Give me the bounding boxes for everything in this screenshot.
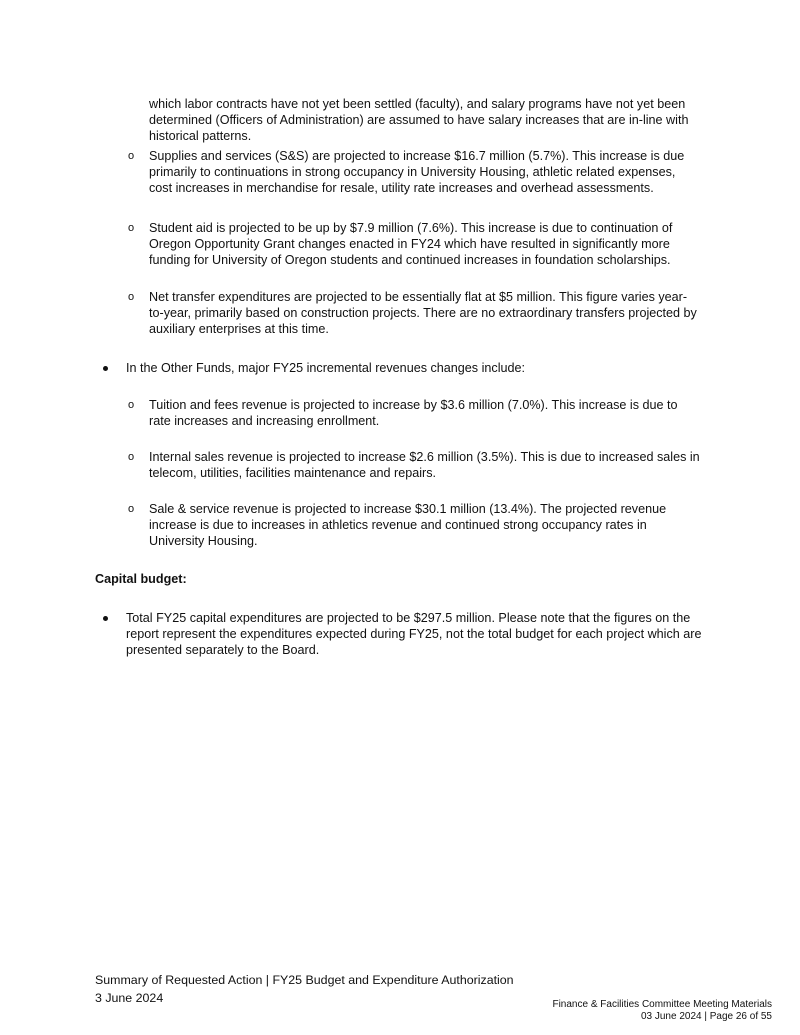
sub-bullet-text: Tuition and fees revenue is projected to increase by $3.6 million (7.0%). This increase is due to rate increases and increasing enrollment. <box>149 398 678 428</box>
footer-page-line: 03 June 2024 | Page 26 of 55 <box>640 1011 772 1022</box>
sub-bullet-item <box>128 501 701 549</box>
hollow-circle-bullet-icon: o <box>128 291 135 303</box>
hollow-circle-bullet-icon: o <box>128 503 135 515</box>
sub-bullet-text: Sale & service revenue is projected to increase $30.1 million (13.4%). The projected revenue increase is due to increases in athletics revenue and continued strong occupancy rates in University Housing. <box>149 502 667 548</box>
hollow-circle-bullet-icon: o <box>128 150 135 162</box>
sub-bullet-item <box>128 397 701 429</box>
bullet-item-other-funds <box>126 360 701 376</box>
hollow-circle-bullet-icon: o <box>128 222 135 234</box>
footer-date-line: 3 June 2024 <box>95 991 164 1005</box>
capital-budget-heading: Capital budget: <box>95 572 187 586</box>
bullet-item-capital <box>126 610 716 658</box>
hollow-circle-bullet-icon: o <box>128 451 135 463</box>
sub-bullet-item <box>128 449 701 481</box>
filled-circle-bullet-icon <box>103 366 108 371</box>
sub-bullet-item <box>128 148 701 196</box>
bullet-text: In the Other Funds, major FY25 incremental revenues changes include: <box>126 361 526 375</box>
hollow-circle-bullet-icon: o <box>128 399 135 411</box>
footer-summary-line: Summary of Requested Action | FY25 Budget and Expenditure Authorization <box>95 973 514 987</box>
filled-circle-bullet-icon <box>103 616 108 621</box>
sub-bullet-item <box>128 289 701 337</box>
footer-materials-line: Finance & Facilities Committee Meeting Materials <box>552 999 772 1010</box>
sub-bullet-item <box>128 220 701 268</box>
sub-bullet-text: Student aid is projected to be up by $7.9 million (7.6%). This increase is due to continuation of Oregon Opportunity Grant changes enacted in FY24 which have resulted in significantly more funding for University of Oregon students and continued increases in foundation scholarships. <box>149 221 673 267</box>
sub-bullet-text: Supplies and services (S&S) are projected to increase $16.7 million (5.7%). This increase is due primarily to continuations in strong occupancy in University Housing, athletic related expenses, cost increases in merchandise for resale, utility rate increases and overhead assessments. <box>149 149 685 195</box>
bullet-text: Total FY25 capital expenditures are projected to be $297.5 million. Please note that the figures on the report represent the expenditures expected during FY25, not the total budget for each project which are presented separately to the Board. <box>126 611 702 657</box>
continuation-paragraph: which labor contracts have not yet been settled (faculty), and salary programs have not yet been determined (Officers of Administration) are assumed to have salary increases that are in-line with historical patterns. <box>149 97 689 143</box>
sub-bullet-text: Net transfer expenditures are projected to be essentially flat at $5 million. This figure varies year-to-year, primarily based on construction projects. There are no extraordinary transfers projected by auxiliary enterprises at this time. <box>149 290 697 336</box>
sub-bullet-text: Internal sales revenue is projected to increase $2.6 million (3.5%). This is due to increased sales in telecom, utilities, facilities maintenance and repairs. <box>149 450 700 480</box>
